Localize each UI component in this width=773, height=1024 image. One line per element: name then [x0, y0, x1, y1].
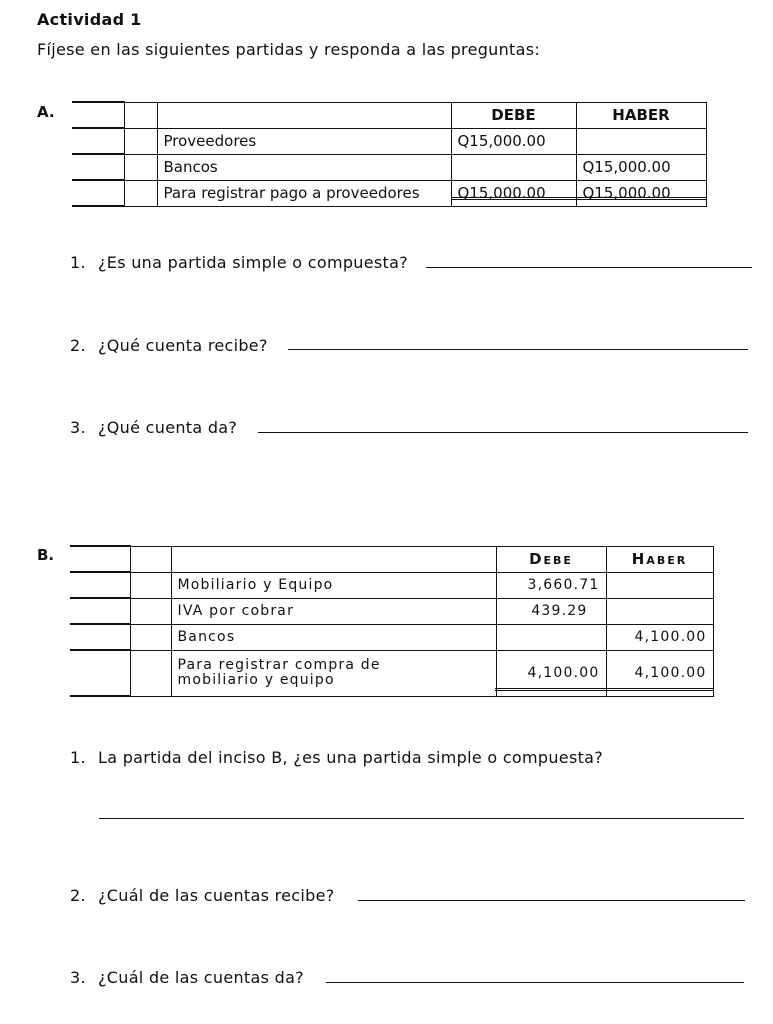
question-a2: 2. ¿Qué cuenta recibe?: [70, 336, 268, 355]
table-row: [70, 624, 713, 650]
table-b-header-row: [70, 546, 713, 572]
total-double-underline: [495, 688, 714, 691]
account-cell: Para registrar pago a proveedores: [157, 180, 451, 206]
answer-line-b3[interactable]: [326, 982, 744, 983]
answer-line-a1[interactable]: [426, 267, 752, 268]
account-cell: Bancos: [157, 154, 451, 180]
debe-cell: [451, 154, 576, 180]
haber-cell: [606, 572, 713, 598]
account-cell: Proveedores: [157, 128, 451, 154]
account-cell: Bancos: [171, 624, 496, 650]
ledger-table-a: [72, 101, 707, 207]
answer-line-a2[interactable]: [288, 349, 748, 350]
section-a-label: A.: [37, 103, 55, 121]
debe-header: DEBE: [451, 102, 576, 128]
debe-cell: 4,100.00: [496, 650, 606, 696]
table-row: [70, 572, 713, 598]
ledger-table-b: [70, 545, 714, 697]
question-b3: 3. ¿Cuál de las cuentas da?: [70, 968, 304, 987]
table-a-header-row: [72, 102, 706, 128]
account-cell: Mobiliario y Equipo: [171, 572, 496, 598]
table-row: [72, 154, 706, 180]
account-cell: IVA por cobrar: [171, 598, 496, 624]
haber-cell: 4,100.00: [606, 650, 713, 696]
haber-cell: Q15,000.00: [576, 180, 706, 206]
haber-cell: [576, 128, 706, 154]
total-double-underline: [451, 197, 707, 200]
answer-line-b2[interactable]: [358, 900, 745, 901]
table-row: [72, 180, 706, 206]
debe-cell: Q15,000.00: [451, 180, 576, 206]
debe-cell: [496, 624, 606, 650]
debe-header: Debe: [496, 546, 606, 572]
haber-cell: [606, 598, 713, 624]
debe-cell: 439.29: [496, 598, 606, 624]
question-b2: 2. ¿Cuál de las cuentas recibe?: [70, 886, 335, 905]
haber-cell: 4,100.00: [606, 624, 713, 650]
instruction-text: Fíjese en las siguientes partidas y responda a las preguntas:: [37, 40, 541, 59]
debe-cell: 3,660.71: [496, 572, 606, 598]
table-row: [70, 598, 713, 624]
section-b-label: B.: [37, 546, 55, 564]
haber-header: Haber: [606, 546, 713, 572]
account-cell: Para registrar compra de mobiliario y equipo: [171, 650, 496, 696]
question-a1: 1. ¿Es una partida simple o compuesta?: [70, 253, 408, 272]
answer-line-a3[interactable]: [258, 432, 748, 433]
question-a3: 3. ¿Qué cuenta da?: [70, 418, 238, 437]
table-row: [72, 128, 706, 154]
haber-cell: Q15,000.00: [576, 154, 706, 180]
answer-line-b1[interactable]: [99, 818, 744, 819]
question-b1: 1. La partida del inciso B, ¿es una partida simple o compuesta?: [70, 748, 604, 767]
activity-title: Actividad 1: [37, 10, 142, 29]
haber-header: HABER: [576, 102, 706, 128]
debe-cell: Q15,000.00: [451, 128, 576, 154]
